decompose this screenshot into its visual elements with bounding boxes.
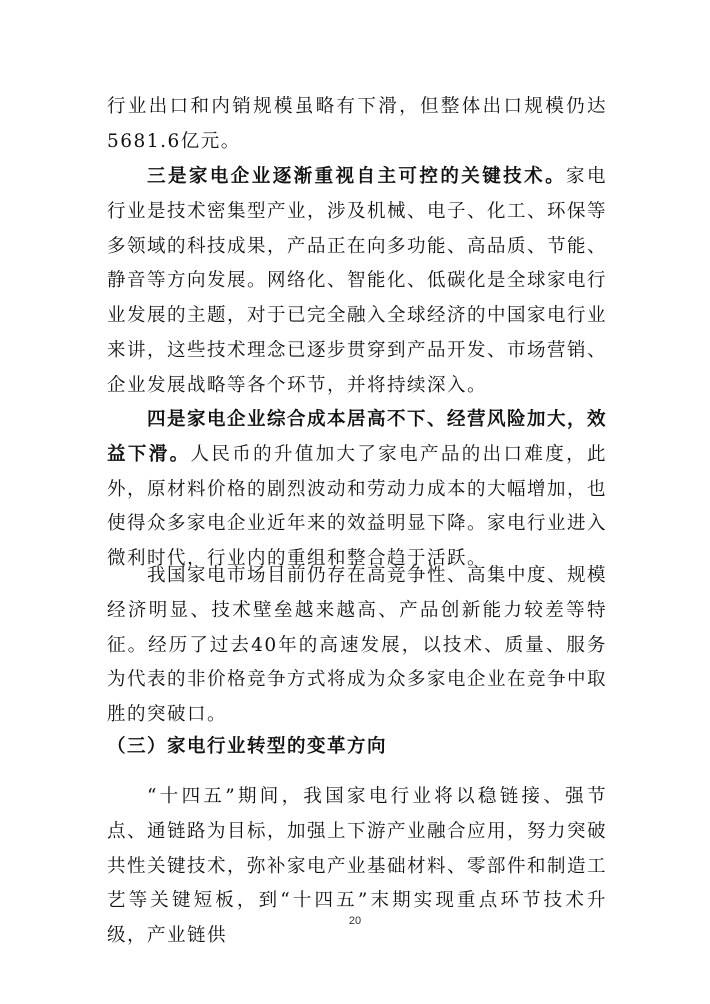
paragraph-market-features [107, 559, 607, 733]
section-heading: （三）家电行业转型的变革方向 [107, 736, 388, 757]
paragraph-text: 我国家电市场目前仍存在高竞争性、高集中度、规模经济明显、技术壁垒越来越高、产品创新能力较差等特征。经历了过去40年的高速发展，以技术、质量、服务为代表的非价格竞争方式将成为众多家电企业在竞争中取胜的突破口。 [107, 565, 608, 726]
paragraph-export-scale [107, 90, 607, 160]
paragraph-key-technology [107, 160, 607, 404]
paragraph-lead-bold: 四是家电企业综合成本居高不下、经营风险加大，效益下滑。 [107, 409, 608, 465]
paragraph-lead-bold: 三是家电企业逐渐重视自主可控的关键技术。 [147, 166, 567, 187]
page-number: 20 [348, 915, 362, 927]
paragraph-14th-five-year [107, 780, 607, 954]
paragraph-text: 人民币的升值加大了家电产品的出口难度，此外，原材料价格的剧烈波动和劳动力成本的大幅增加，也使得众多家电企业近年来的效益明显下降。家电行业进入微利时代，行业内的重组和整合趋于活跃。 [107, 443, 608, 570]
paragraph-text: 家电行业是技术密集型产业，涉及机械、电子、化工、环保等多领域的科技成果，产品正在向多功能、高品质、节能、静音等方向发展。网络化、智能化、低碳化是全球家电行业发展的主题，对于已完全融入全球经济的中国家电行业来讲，这些技术理念已逐步贯穿到产品开发、市场营销、企业发展战略等各个环节，并将持续深入。 [107, 166, 608, 396]
paragraph-text: 行业出口和内销规模虽略有下滑，但整体出口规模仍达5681.6亿元。 [107, 96, 607, 152]
paragraph-text: “十四五”期间，我国家电行业将以稳链接、强节点、通链路为目标，加强上下游产业融合应用，努力突破共性关键技术，弥补家电产业基础材料、零部件和制造工艺等关键短板，到“十四五”末期实现重点环节技术升级，产业链供 [107, 786, 608, 947]
paragraph-cost-risk [107, 403, 607, 577]
